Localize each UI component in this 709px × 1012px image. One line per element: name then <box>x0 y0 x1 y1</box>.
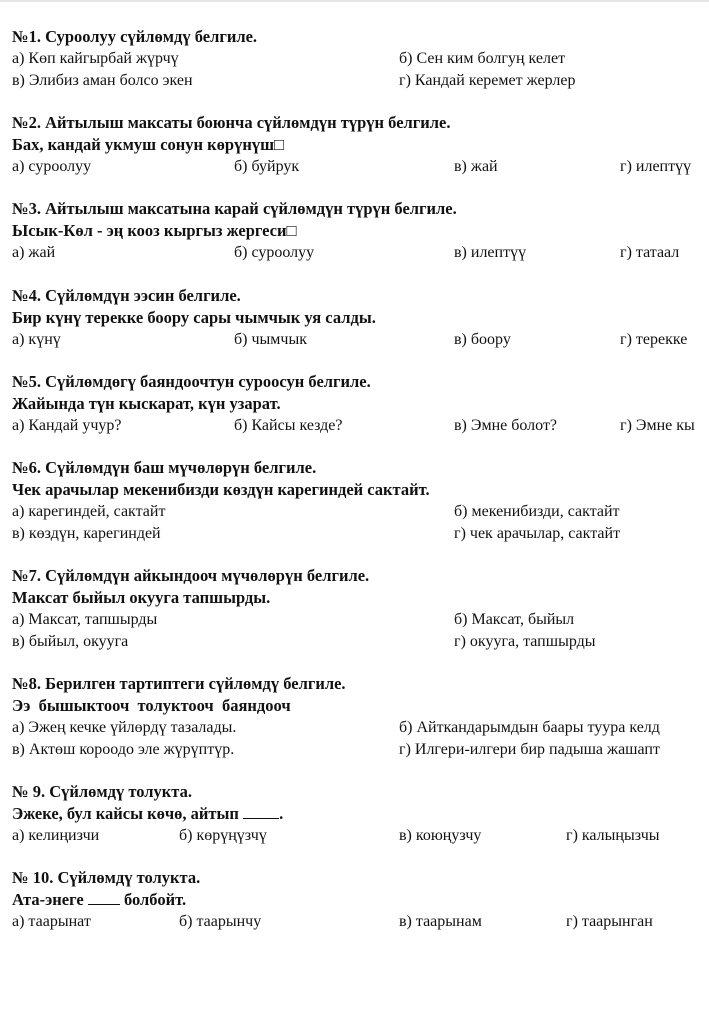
option-g[interactable]: г) чек арачылар, сактайт <box>454 525 621 542</box>
option-a[interactable]: а) таарынат <box>12 913 91 930</box>
sentence-end: . <box>279 804 284 823</box>
option-g[interactable]: г) таарынган <box>566 913 653 930</box>
option-a[interactable]: а) жай <box>12 244 56 261</box>
option-b[interactable]: б) мекенибизди, сактайт <box>454 503 620 520</box>
sentence-start: Эжеке, бул кайсы көчө, айтып <box>12 804 244 823</box>
question-sentence: Бах, кандай укмуш сонун көрүнүш□ <box>12 135 285 154</box>
option-v[interactable]: в) Актөш короодо эле жүрүптүр. <box>12 741 235 758</box>
question-2 <box>12 112 709 178</box>
option-a[interactable]: а) Көп кайгырбай жүрчү <box>12 50 179 67</box>
option-g[interactable]: г) илептүү <box>620 158 692 175</box>
option-a[interactable]: а) суроолуу <box>12 158 92 175</box>
answer-blank[interactable] <box>243 804 279 819</box>
question-title: №1. Суроолуу сүйлөмдү белгиле. <box>12 27 258 46</box>
question-sentence: Максат быйыл окууга тапшырды. <box>12 588 271 607</box>
option-v[interactable]: в) илептүү <box>454 244 527 261</box>
question-4 <box>12 285 709 351</box>
sentence-start: Ата-энеге <box>12 890 88 909</box>
question-title: №3. Айтылыш максатына карай сүйлөмдүн түрүн белгиле. <box>12 199 457 218</box>
option-b[interactable]: б) Кайсы кезде? <box>234 417 343 434</box>
option-b[interactable]: б) таарынчу <box>179 913 262 930</box>
option-g[interactable]: г) Эмне кы <box>620 417 695 434</box>
option-a[interactable]: а) келиңизчи <box>12 827 100 844</box>
option-b[interactable]: б) көрүңүзчү <box>179 827 267 844</box>
question-title: №7. Сүйлөмдүн айкындооч мүчөлөрүн белгиле. <box>12 566 370 585</box>
option-g[interactable]: г) татаал <box>620 244 680 261</box>
question-sentence: Ээ бышыктооч толуктооч баяндооч <box>12 696 291 715</box>
top-divider <box>0 0 709 2</box>
option-g[interactable]: г) терекке <box>620 331 688 348</box>
question-title: № 10. Сүйлөмдү толукта. <box>12 868 201 887</box>
option-g[interactable]: г) Илгери-илгери бир падыша жашапт <box>399 741 660 758</box>
question-title: №6. Сүйлөмдүн баш мүчөлөрүн белгиле. <box>12 458 317 477</box>
question-10 <box>12 867 709 933</box>
question-sentence: Ысык-Көл - эң кооз кыргыз жергеси□ <box>12 221 297 240</box>
question-3 <box>12 198 709 264</box>
question-sentence <box>12 803 709 825</box>
question-7 <box>12 565 709 653</box>
question-6 <box>12 457 709 545</box>
option-b[interactable]: б) чымчык <box>234 331 307 348</box>
option-b[interactable]: б) Айткандарымдын баары туура келд <box>399 719 660 736</box>
option-a[interactable]: а) Максат, тапшырды <box>12 611 158 628</box>
option-v[interactable]: в) таарынам <box>399 913 482 930</box>
option-v[interactable]: в) боору <box>454 331 511 348</box>
question-title: №5. Сүйлөмдөгү баяндоочтун суроосун белгиле. <box>12 372 371 391</box>
question-sentence: Бир күнү терекке боору сары чымчык уя салды. <box>12 308 376 327</box>
option-b[interactable]: б) суроолуу <box>234 244 315 261</box>
option-g[interactable]: г) окууга, тапшырды <box>454 633 596 650</box>
sentence-end: болбойт. <box>119 890 187 909</box>
question-sentence: Жайында түн кыскарат, күн узарат. <box>12 394 281 413</box>
question-8 <box>12 673 709 761</box>
option-v[interactable]: в) Элибиз аман болсо экен <box>12 72 193 89</box>
option-a[interactable]: а) Эжең кечке үйлөрдү тазалады. <box>12 719 237 736</box>
question-1 <box>12 26 709 92</box>
option-v[interactable]: в) Эмне болот? <box>454 417 558 434</box>
question-title: №2. Айтылыш максаты боюнча сүйлөмдүн түрүн белгиле. <box>12 113 451 132</box>
option-a[interactable]: а) Кандай учур? <box>12 417 122 434</box>
option-b[interactable]: б) Сен ким болгуң келет <box>399 50 566 67</box>
question-sentence <box>12 889 709 911</box>
question-title: № 9. Сүйлөмдү толукта. <box>12 782 192 801</box>
option-v[interactable]: в) коюңузчу <box>399 827 482 844</box>
option-b[interactable]: б) Максат, быйыл <box>454 611 575 628</box>
question-sentence: Чек арачылар мекенибизди көздүн карегиндей сактайт. <box>12 480 430 499</box>
question-9 <box>12 781 709 847</box>
option-b[interactable]: б) буйрук <box>234 158 300 175</box>
answer-blank[interactable] <box>88 890 120 905</box>
option-g[interactable]: г) Кандай керемет жерлер <box>399 72 576 89</box>
question-title: №8. Берилген тартиптеги сүйлөмдү белгиле. <box>12 674 346 693</box>
option-g[interactable]: г) калыңызчы <box>566 827 660 844</box>
option-v[interactable]: в) көздүн, карегиндей <box>12 525 161 542</box>
option-v[interactable]: в) быйыл, окууга <box>12 633 129 650</box>
option-a[interactable]: а) карегиндей, сактайт <box>12 503 166 520</box>
question-5 <box>12 371 709 437</box>
option-v[interactable]: в) жай <box>454 158 498 175</box>
question-title: №4. Сүйлөмдүн ээсин белгиле. <box>12 286 241 305</box>
option-a[interactable]: а) күнү <box>12 331 61 348</box>
